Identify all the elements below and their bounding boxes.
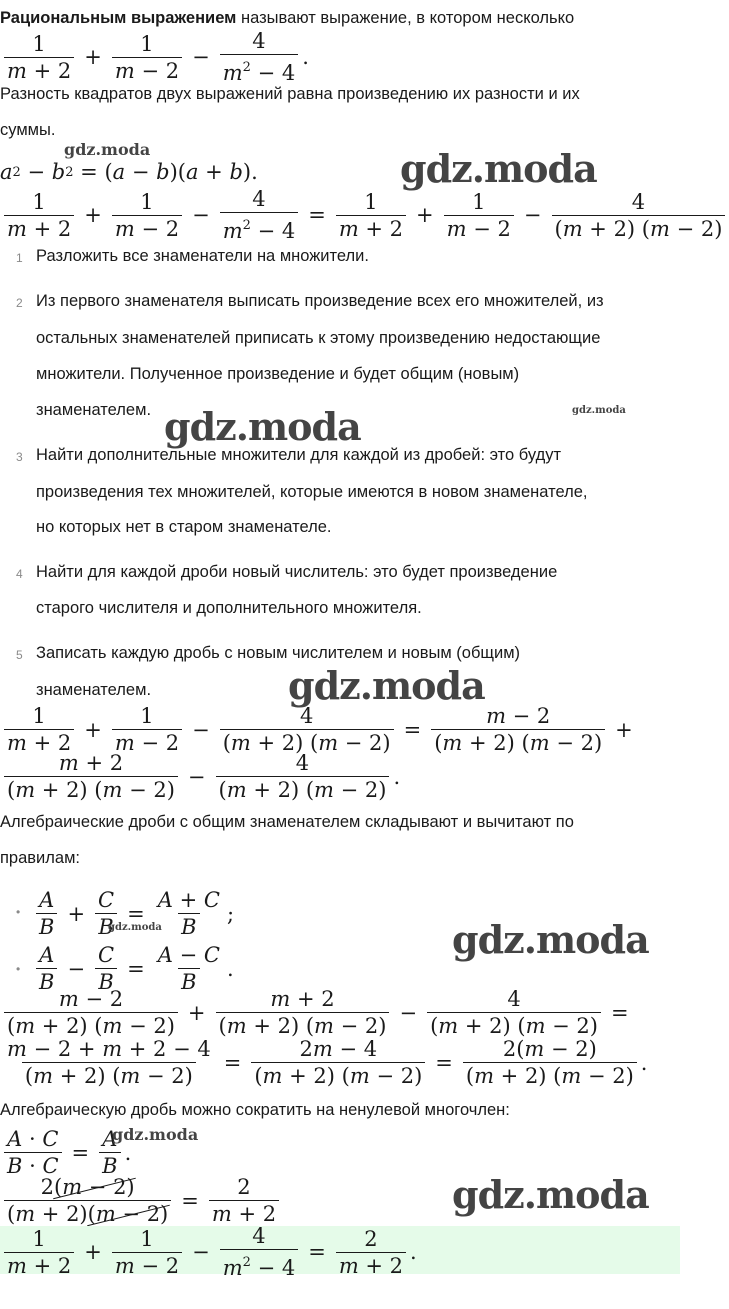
- step-1-number: 1: [16, 251, 23, 265]
- watermark: gdz.moda: [452, 1172, 649, 1217]
- step-4-line-2: старого числителя и дополнительного множителя.: [36, 599, 422, 617]
- rule-bullet-1: •: [16, 905, 21, 919]
- step-2-line-2: остальных знаменателей приписать к этому произведению недостающие: [36, 329, 601, 347]
- watermark: gdz.moda: [288, 663, 485, 708]
- add-rule-line1: Алгебраические дроби с общим знаменателем складывают и вычитают по: [0, 813, 574, 831]
- step-3-line-2: произведения тех множителей, которые имеются в новом знаменателе,: [36, 483, 588, 501]
- add-rule-line2: правилам:: [0, 849, 81, 867]
- watermark: gdz.moda: [64, 140, 151, 159]
- reduce-rule-formula: $\frac{A \cdot C}{B \cdot C}$ = $\frac{A}{B}$ .: [0, 1128, 131, 1177]
- reduce-rule-text: Алгебраическую дробь можно сократить на ненулевой многочлен:: [0, 1101, 510, 1119]
- expression-common-denominator-line1: $\frac{1}{m + 2}$ + $\frac{1}{m - 2}$ − $\frac{4}{(m + 2) (m - 2)}$ = $\frac{m - 2}{(m + 2) (m - 2)}$ +: [0, 705, 639, 754]
- expression-factored: $\frac{1}{m + 2}$ + $\frac{1}{m - 2}$ − $\frac{4}{m^2 - 4}$ = $\frac{1}{m + 2}$ + $\frac{1}{m - 2}$ − $\frac{4}{(m + 2) (m - 2)}$: [0, 188, 729, 242]
- expression-original: $\frac{1}{m + 2}$ + $\frac{1}{m - 2}$ − $\frac{4}{m^2 - 4}$ .: [0, 30, 309, 84]
- watermark: gdz.moda: [108, 922, 162, 933]
- step-5-line-2: знаменателем.: [36, 681, 152, 699]
- watermark: gdz.moda: [164, 404, 361, 449]
- intro-term: Рациональным выражением: [0, 9, 237, 27]
- step-2-line-3: множители. Полученное произведение и будет общим (новым): [36, 365, 520, 383]
- step-3-number: 3: [16, 450, 23, 464]
- expression-sum-line1: $\frac{m - 2}{(m + 2) (m - 2)}$ + $\frac{m + 2}{(m + 2) (m - 2)}$ − $\frac{4}{(m + 2) (m - 2)}$ =: [0, 988, 635, 1037]
- step-3-line-1: Найти дополнительные множители для каждой из дробей: это будут: [36, 446, 562, 464]
- diff-squares-line2: суммы.: [0, 121, 56, 139]
- step-5-line-1: Записать каждую дробь с новым числителем и новым (общим): [36, 644, 521, 662]
- rule-addition: $\frac{A}{B}$ + $\frac{C}{B}$ = $\frac{A + C}{B}$ ;: [32, 889, 234, 938]
- step-2-line-4: знаменателем.: [36, 401, 152, 419]
- step-2-number: 2: [16, 296, 23, 310]
- diff-squares-line1: Разность квадратов двух выражений равна произведению их разности и их: [0, 85, 580, 103]
- step-1-line-1: Разложить все знаменатели на множители.: [36, 247, 369, 265]
- intro-rest: называют выражение, в котором несколько: [240, 9, 575, 27]
- rule-bullet-2: •: [16, 962, 21, 976]
- expression-common-denominator-line2: $\frac{m + 2}{(m + 2) (m - 2)}$ − $\frac{4}{(m + 2) (m - 2)}$ .: [0, 752, 400, 801]
- step-4-line-1: Найти для каждой дроби новый числитель: это будет произведение: [36, 563, 558, 581]
- step-4-number: 4: [16, 567, 23, 581]
- step-5-number: 5: [16, 648, 23, 662]
- expression-final-answer: $\frac{1}{m + 2}$ + $\frac{1}{m - 2}$ − $\frac{4}{m^2 - 4}$ = $\frac{2}{m + 2}$ .: [0, 1225, 417, 1279]
- intro-text: [0, 8, 574, 28]
- rule-subtraction: $\frac{A}{B}$ − $\frac{C}{B}$ = $\frac{A - C}{B}$ .: [32, 944, 234, 993]
- step-3-line-3: но которых нет в старом знаменателе.: [36, 518, 332, 536]
- watermark: gdz.moda: [452, 917, 649, 962]
- diff-squares-formula: a 2 − b 2 = ( a − b )( a + b ).: [0, 160, 258, 184]
- step-2-line-1: Из первого знаменателя выписать произведение всех его множителей, из: [36, 292, 604, 310]
- expression-cancel: $\frac{2(m - 2)}{(m + 2)(m - 2)}$ = $\frac{2}{m + 2}$: [0, 1176, 283, 1225]
- watermark: gdz.moda: [400, 146, 597, 191]
- watermark: gdz.moda: [572, 405, 626, 416]
- expression-sum-line2: $\frac{m - 2 + m + 2 - 4}{(m + 2) (m - 2)}$ = $\frac{2m - 4}{(m + 2) (m - 2)}$ = $\frac{2(m - 2)}{(m + 2) (m - 2)}$ .: [7, 1037, 648, 1088]
- watermark: gdz.moda: [112, 1125, 199, 1144]
